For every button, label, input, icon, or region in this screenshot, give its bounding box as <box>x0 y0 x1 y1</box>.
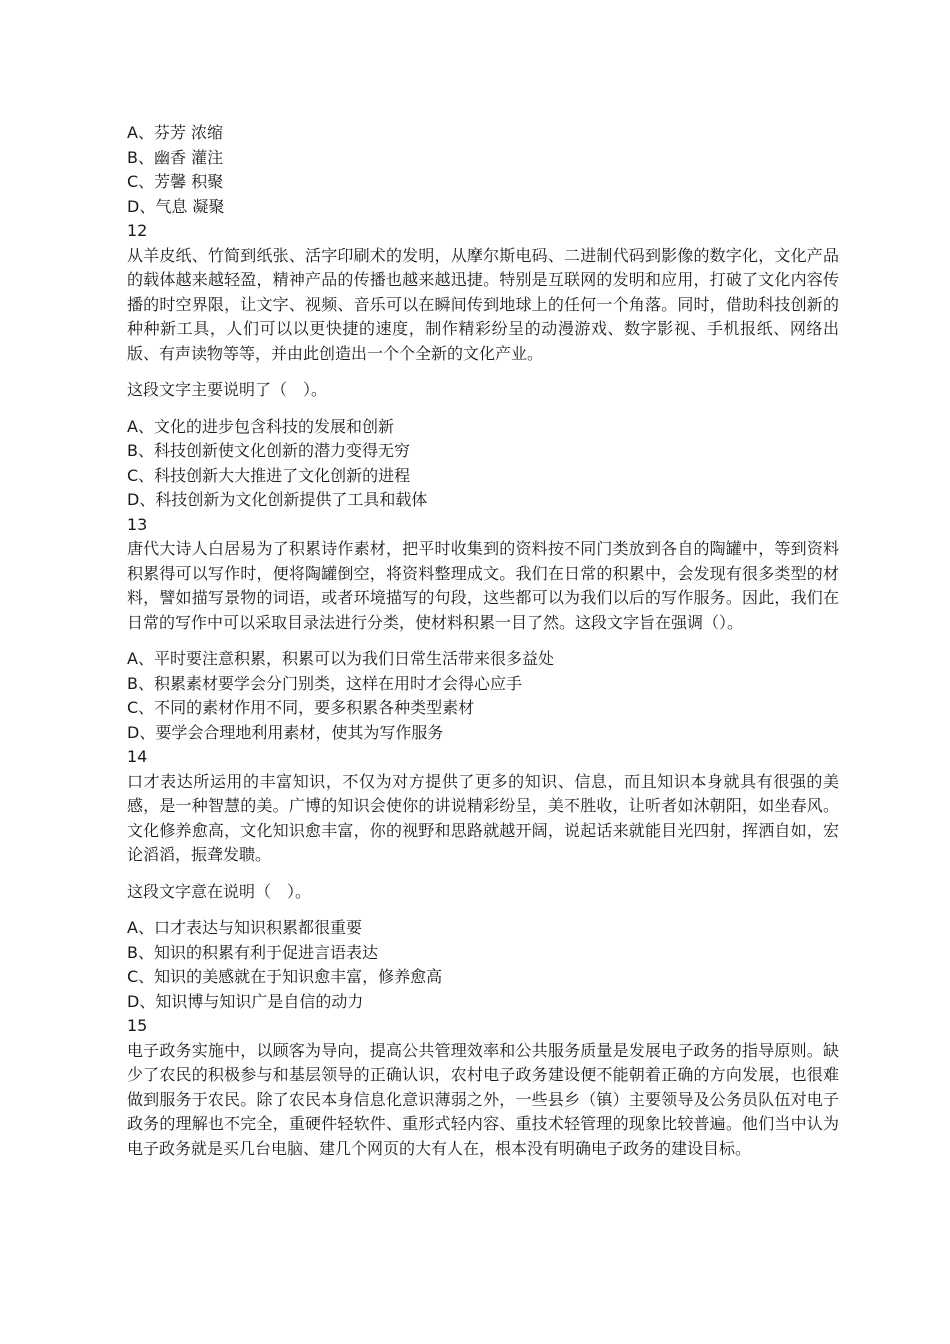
question-13 <box>127 513 839 746</box>
option-a: A、文化的进步包含科技的发展和创新 <box>127 416 394 436</box>
question-prompt: 这段文字意在说明（ ）。 <box>127 881 312 901</box>
question-passage: 从羊皮纸、竹简到纸张、活字印刷术的发明，从摩尔斯电码、二进制代码到影像的数字化，文化产品的载体越来越轻盈，精神产品的传播也越来越迅捷。特别是互联网的发明和应用，打破了文化内容传播的时空界限，让文字、视频、音乐可以在瞬间传到地球上的任何一个角落。同时，借助科技创新的种种新工具，人们可以以更快捷的速度，制作精彩纷呈的动漫游戏、数字影视、手机报纸、网络出版、有声读物等等，并由此创造出一个个全新的文化产业。 <box>127 245 839 363</box>
question-number: 13 <box>127 514 148 534</box>
option-a: A、平时要注意积累，积累可以为我们日常生活带来很多益处 <box>127 649 554 668</box>
question-14 <box>127 745 839 1014</box>
option-d: D、知识博与知识广是自信的动力 <box>127 991 364 1011</box>
option-c: C、知识的美感就在于知识愈丰富，修养愈高 <box>127 967 443 986</box>
option-b: B、知识的积累有利于促进言语表达 <box>127 942 378 962</box>
question-number: 14 <box>127 747 148 766</box>
question-number: 12 <box>127 221 148 240</box>
question-passage: 口才表达所运用的丰富知识，不仅为对方提供了更多的知识、信息，而且知识本身就具有很强的美感，是一种智慧的美。广博的知识会使你的讲说精彩纷呈，美不胜收，让听者如沐朝阳，如坐春风。文化修养愈高，文化知识愈丰富，你的视野和思路就越开阔，说起话来就能目光四射，挥洒自如，宏论滔滔，振聋发聩。 <box>127 771 839 864</box>
question-12 <box>127 219 839 513</box>
option-a: A、芬芳 浓缩 <box>127 123 224 142</box>
option-c: C、科技创新大大推进了文化创新的进程 <box>127 465 411 485</box>
question-number: 15 <box>127 1016 148 1035</box>
option-a: A、口才表达与知识积累都很重要 <box>127 918 362 937</box>
option-b: B、积累素材要学会分门别类，这样在用时才会得心应手 <box>127 673 522 693</box>
option-b: B、幽香 灌注 <box>127 147 224 167</box>
top-options <box>127 121 839 219</box>
option-c: C、不同的素材作用不同，要多积累各种类型素材 <box>127 698 475 717</box>
question-options <box>127 415 839 513</box>
option-d: D、气息 凝聚 <box>127 196 225 216</box>
option-b: B、科技创新使文化创新的潜力变得无穷 <box>127 441 410 460</box>
option-c: C、芳馨 积聚 <box>127 172 224 191</box>
question-prompt: 这段文字主要说明了（ ）。 <box>127 380 328 399</box>
option-d: D、科技创新为文化创新提供了工具和载体 <box>127 490 428 509</box>
question-options <box>127 647 839 745</box>
question-options <box>127 916 839 1014</box>
option-d: D、要学会合理地利用素材，使其为写作服务 <box>127 722 444 742</box>
question-passage: 唐代大诗人白居易为了积累诗作素材，把平时收集到的资料按不同门类放到各自的陶罐中，等到资料积累得可以写作时，便将陶罐倒空，将资料整理成文。我们在日常的积累中，会发现有很多类型的材料，譬如描写景物的词语，或者环境描写的句段，这些都可以为我们以后的写作服务。因此，我们在日常的写作中可以采取目录法进行分类，使材料积累一目了然。这段文字旨在强调（）。 <box>127 539 839 632</box>
question-15 <box>127 1014 839 1161</box>
question-passage: 电子政务实施中，以顾客为导向，提高公共管理效率和公共服务质量是发展电子政务的指导原则。缺少了农民的积极参与和基层领导的正确认识，农村电子政务建设便不能朝着正确的方向发展，也很难做到服务于农民。除了农民本身信息化意识薄弱之外，一些县乡（镇）主要领导及公务员队伍对电子政务的理解也不完全，重硬件轻软件、重形式轻内容、重技术轻管理的现象比较普遍。他们当中认为电子政务就是买几台电脑、建几个网页的大有人在，根本没有明确电子政务的建设目标。 <box>127 1040 839 1158</box>
document-page <box>127 121 839 1161</box>
